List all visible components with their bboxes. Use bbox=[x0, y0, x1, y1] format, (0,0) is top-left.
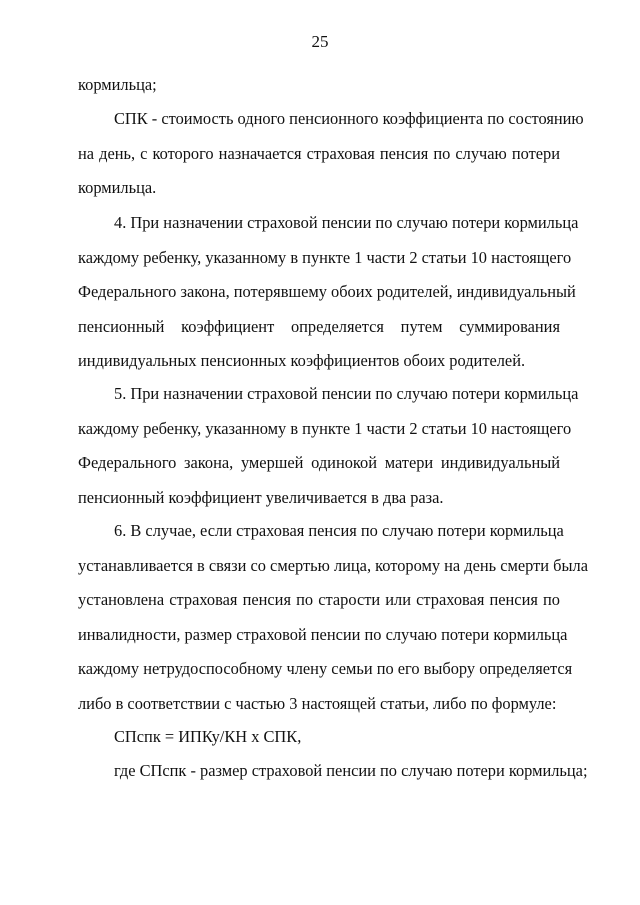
paragraph-continuation bbox=[78, 68, 560, 103]
text-line: устанавливается в связи со смертью лица, которому на день смерти была bbox=[78, 555, 588, 575]
text-line: пенсионный коэффициент увеличивается в два раза. bbox=[78, 487, 444, 507]
text-line: 6. В случае, если страховая пенсия по случаю потери кормильца bbox=[114, 521, 564, 540]
text-line: Федерального закона, умершей одинокой матери индивидуальный bbox=[78, 453, 560, 472]
text-line: либо в соответствии с частью 3 настоящей статьи, либо по формуле: bbox=[78, 693, 557, 713]
paragraph-item-4 bbox=[78, 206, 579, 379]
text-line: кормильца. bbox=[78, 178, 157, 197]
text-line: кормильца; bbox=[78, 75, 157, 94]
formula-line bbox=[78, 720, 560, 755]
text-line: СПК - стоимость одного пенсионного коэффициента по состоянию bbox=[114, 109, 584, 128]
text-line: каждому ребенку, указанному в пункте 1 части 2 статьи 10 настоящего bbox=[78, 418, 572, 438]
text-line: где СПспк - размер страховой пенсии по случаю потери кормильца; bbox=[114, 761, 588, 780]
text-line: на день, с которого назначается страховая пенсия по случаю потери bbox=[78, 143, 560, 163]
paragraph-item-6 bbox=[78, 514, 588, 721]
paragraph-item-5 bbox=[78, 377, 579, 515]
paragraph-spk-definition bbox=[78, 102, 584, 206]
text-line: установлена страховая пенсия по старости или страховая пенсия по bbox=[78, 590, 560, 609]
formula-text: СПспк = ИПКу/КН х СПК, bbox=[114, 727, 302, 746]
text-line: индивидуальных пенсионных коэффициентов обоих родителей. bbox=[78, 351, 526, 370]
page-number: 25 bbox=[311, 32, 329, 51]
text-line: инвалидности, размер страховой пенсии по случаю потери кормильца bbox=[78, 624, 568, 644]
paragraph-formula-where bbox=[78, 754, 588, 789]
text-line: каждому ребенку, указанному в пункте 1 части 2 статьи 10 настоящего bbox=[78, 247, 572, 267]
text-line: 5. При назначении страховой пенсии по случаю потери кормильца bbox=[114, 384, 579, 403]
text-line: 4. При назначении страховой пенсии по случаю потери кормильца bbox=[114, 213, 579, 232]
text-line: пенсионный коэффициент определяется путем суммирования bbox=[78, 316, 560, 336]
text-line: Федерального закона, потерявшему обоих родителей, индивидуальный bbox=[78, 282, 576, 301]
text-line: каждому нетрудоспособному члену семьи по его выбору определяется bbox=[78, 659, 573, 678]
